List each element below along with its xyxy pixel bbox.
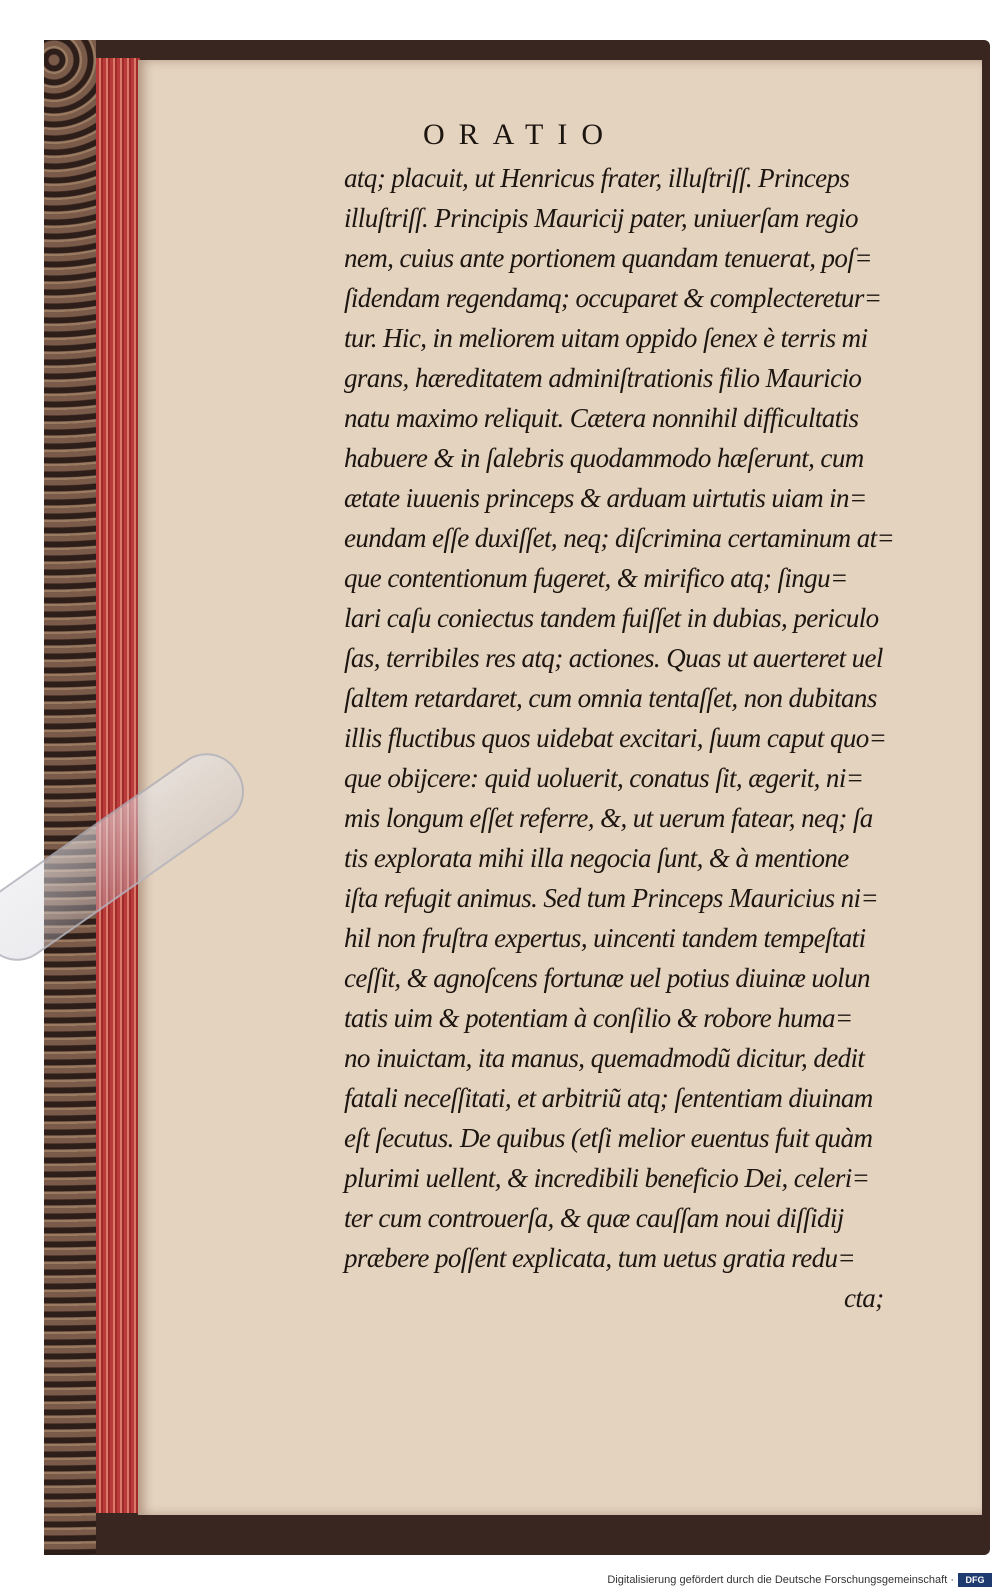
running-head: ORATIO	[423, 118, 617, 151]
text-line: illis fluctibus quos uidebat excitari, ſuum caput quo=	[344, 723, 887, 753]
text-line: tur. Hic, in meliorem uitam oppido ſenex è terris mi	[344, 323, 868, 353]
funding-credit: Digitalisierung gefördert durch die Deutsche Forschungsgemeinschaft ·	[607, 1574, 954, 1586]
text-line: atq; placuit, ut Henricus frater, illuſtriſſ. Princeps	[344, 163, 850, 193]
text-line: habuere & in ſalebris quodammodo hæſerunt, cum	[344, 443, 864, 473]
text-line: iſta refugit animus. Sed tum Princeps Mauricius ni=	[344, 883, 879, 913]
text-line: tis explorata mihi illa negocia ſunt, & à mentione	[344, 843, 849, 873]
marbled-cover-edge	[44, 40, 96, 1555]
text-line: mis longum eſſet referre, &, ut uerum fatear, neq; ſa	[344, 803, 873, 833]
text-line: eſt ſecutus. De quibus (etſi melior euentus fuit quàm	[344, 1123, 873, 1153]
text-line: cta;	[844, 1283, 884, 1313]
page-edges	[96, 58, 140, 1513]
text-line: ceſſit, & agnoſcens fortunæ uel potius diuinæ uolun	[344, 963, 870, 993]
text-line: lari caſu coniectus tandem fuiſſet in dubias, periculo	[344, 603, 879, 633]
text-line: que obijcere: quid uoluerit, conatus ſit, ægerit, ni=	[344, 763, 864, 793]
dfg-logo: DFG	[958, 1573, 992, 1587]
text-line: plurimi uellent, & incredibili beneficio Dei, celeri=	[344, 1163, 870, 1193]
text-line: ſaltem retardaret, cum omnia tentaſſet, non dubitans	[344, 683, 877, 713]
page-text-block	[344, 158, 954, 1318]
text-line: hil non fruſtra expertus, uincenti tandem tempeſtati	[344, 923, 866, 953]
text-line: eundam eſſe duxiſſet, neq; diſcrimina certaminum at=	[344, 523, 895, 553]
text-line: que contentionum fugeret, & mirifico atq; ſingu=	[344, 563, 848, 593]
text-line: præbere poſſent explicata, tum uetus gratia redu=	[344, 1243, 855, 1273]
text-line: ætate iuuenis princeps & arduam uirtutis uiam in=	[344, 483, 867, 513]
text-line: no inuictam, ita manus, quemadmodũ dicitur, dedit	[344, 1043, 865, 1073]
text-line: grans, hæreditatem adminiſtrationis filio Mauricio	[344, 363, 862, 393]
text-line: natu maximo reliquit. Cætera nonnihil difficultatis	[344, 403, 859, 433]
text-line: ſas, terribiles res atq; actiones. Quas ut auerteret uel	[344, 643, 883, 673]
text-line: tatis uim & potentiam à conſilio & robore huma=	[344, 1003, 853, 1033]
text-line: ſidendam regendamq; occuparet & complecteretur=	[344, 283, 882, 313]
text-line: ter cum controuerſa, & quæ cauſſam noui diſſidij	[344, 1203, 844, 1233]
text-line: illuſtriſſ. Principis Mauricij pater, uniuerſam regio	[344, 203, 858, 233]
text-line: nem, cuius ante portionem quandam tenuerat, poſ=	[344, 243, 872, 273]
text-line: fatali neceſſitati, et arbitriũ atq; ſententiam diuinam	[344, 1083, 873, 1113]
